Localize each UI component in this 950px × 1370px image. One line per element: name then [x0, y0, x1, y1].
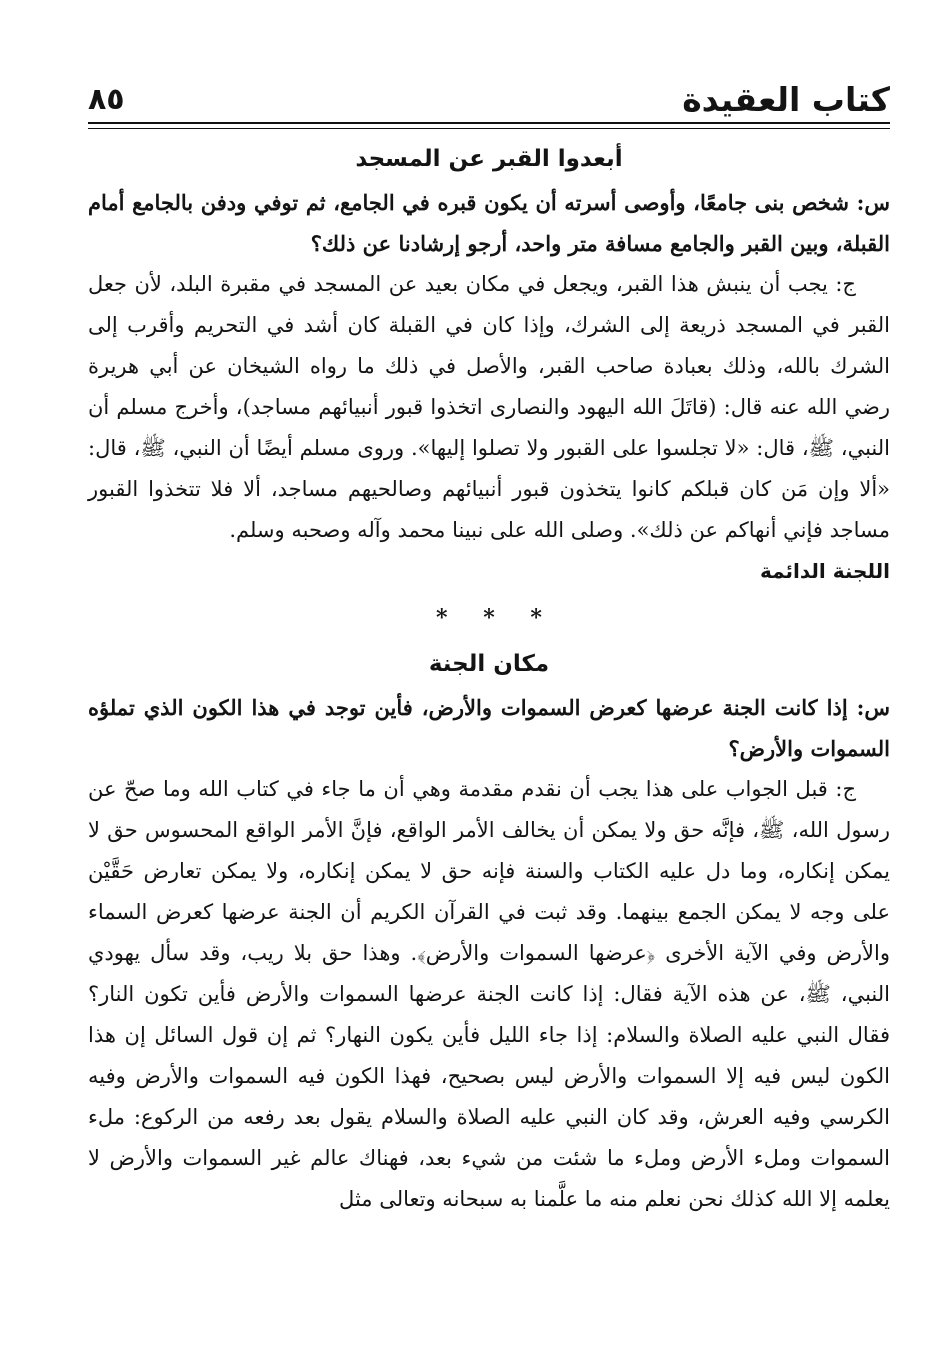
section-divider — [88, 595, 890, 641]
answer-paragraph: ج: قبل الجواب على هذا يجب أن نقدم مقدمة وهي أن ما جاء في كتاب الله وما صحّ عن رسول الله، ﷺ، فإنَّه حق ولا يمكن أن يخالف الأمر الواقع، فإنَّ الأمر الواقع المحسوس حق لا يمكن إنكاره، وما دل عليه الكتاب والسنة فإنه حق لا يمكن إنكاره، ولا يمكن تعارض حَقَّيْن على وجه لا يمكن الجمع بينهما. وقد ثبت في القرآن الكريم أن الجنة عرضها كعرض السماء والأرض وفي الآية الأخرى ﴿عرضها السموات والأرض﴾. وهذا حق بلا ريب، وقد سأل يهودي النبي، ﷺ، عن هذه الآية فقال: إذا كانت الجنة عرضها السموات والأرض فأين تكون النار؟ فقال النبي عليه الصلاة والسلام: إذا جاء الليل فأين يكون النهار؟ ثم إن قول السائل إن هذا الكون ليس فيه إلا السموات والأرض ليس بصحيح، فهذا الكون فيه السموات والأرض وفيه الكرسي وفيه العرش، وقد كان النبي عليه الصلاة والسلام يقول بعد رفعه من الركوع: ملء السموات وملء الأرض وملء ما شئت من شيء بعد، فهناك عالم غير السموات والأرض لا يعلمه إلا الله كذلك نحن نعلم منه ما علَّمنا به سبحانه وتعالى مثل — [88, 777, 890, 1211]
page-number: ٨٥ — [88, 82, 125, 117]
question-paragraph: س: إذا كانت الجنة عرضها كعرض السموات والأرض، فأين توجد في هذا الكون الذي تملؤه السموات والأرض؟ — [88, 695, 890, 761]
header-rule-thick — [88, 122, 890, 124]
answer-paragraph: ج: يجب أن ينبش هذا القبر، ويجعل في مكان بعيد عن المسجد في مقبرة البلد، لأن جعل القبر في المسجد ذريعة إلى الشرك، وإذا كان في القبلة كان أشد في التحريم وأقرب إلى الشرك بالله، وذلك بعبادة صاحب القبر، والأصل في ذلك ما رواه الشيخان عن أبي هريرة رضي الله عنه قال: (قاتَلَ الله اليهود والنصارى اتخذوا قبور أنبيائهم مساجد)، وأخرج مسلم أن النبي، ﷺ، قال: «لا تجلسوا على القبور ولا تصلوا إليها». وروى مسلم أيضًا أن النبي، ﷺ، قال: «ألا وإن مَن كان قبلكم كانوا يتخذون قبور أنبيائهم وصالحيهم مساجد، ألا فلا تتخذوا القبور مساجد فإني أنهاكم عن ذلك». وصلى الله على نبينا محمد وآله وصحبه وسلم. — [88, 272, 890, 542]
divider-star: * — [530, 605, 542, 631]
section-title-grave: أبعدوا القبر عن المسجد — [355, 146, 623, 172]
page-header — [88, 80, 890, 120]
question-paragraph: س: شخص بنى جامعًا، وأوصى أسرته أن يكون قبره في الجامع، ثم توفي ودفن بالجامع أمام القبلة، وبين القبر والجامع مسافة متر واحد، أرجو إرشادنا عن ذلك؟ — [88, 190, 890, 256]
divider-star: * — [436, 605, 448, 631]
page-content — [88, 136, 890, 1220]
signature: اللجنة الدائمة — [759, 559, 890, 583]
section-title-paradise: مكان الجنة — [428, 651, 550, 677]
book-title: كتاب العقيدة — [682, 80, 890, 119]
divider-star: * — [483, 605, 495, 631]
header-rule-thin — [88, 128, 890, 129]
